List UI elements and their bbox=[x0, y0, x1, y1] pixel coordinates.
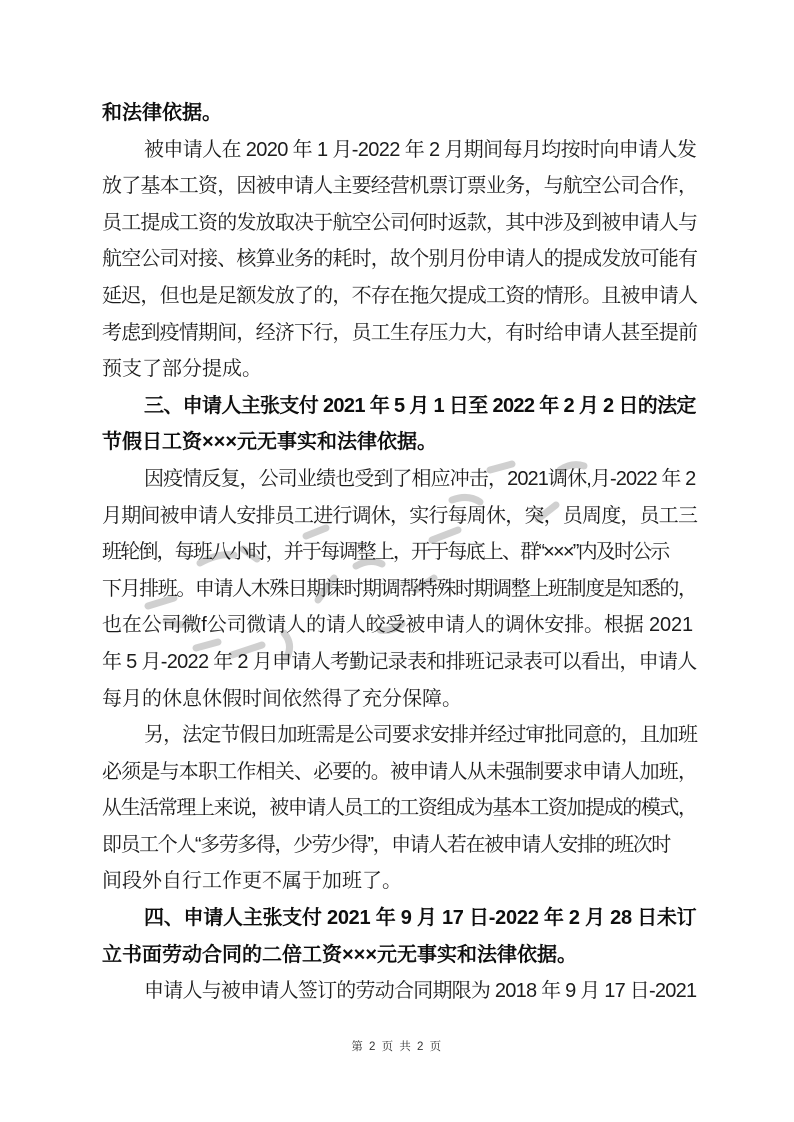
text-line: 也在公司微f公司微请人的请人皎受被申请人的调休安排。根据 2021 bbox=[102, 614, 693, 637]
text-line: 放了基本工资，因被申请人主要经营机票订票业务，与航空公司合作， bbox=[102, 175, 698, 198]
text-line: 必须是与本职工作相关、必要的。被申请人从未强制要求申请人加班， bbox=[102, 760, 698, 783]
text-line: 考虑到疫情期间，经济下行，员工生存压力大，有时给申请人甚至提前 bbox=[102, 321, 698, 344]
text-line: 从生活常理上来说，被申请人员工的工资组成为基本工资加提成的模式， bbox=[102, 797, 697, 820]
text-line: 预支了部分提成。 bbox=[102, 358, 262, 381]
text-line: 月期间被申请人安排员工进行调休，实行每周休，突，员周度，员工三 bbox=[102, 504, 698, 527]
text-line: 每月的休息休假时间依然得了充分保障。 bbox=[102, 687, 462, 710]
text-line: 延迟，但也是足额发放了的，不存在拖欠提成工资的情形。且被申请人 bbox=[102, 284, 698, 307]
text-line: 被申请人在 2020 年 1 月-2022 年 2 月期间每月均按时向申请人发 bbox=[144, 138, 697, 161]
text-line: 另，法定节假日加班需是公司要求安排并经过审批同意的，且加班 bbox=[144, 724, 698, 747]
text-line: 因疫情反复，公司业绩也受到了相应冲击，2021调休,月-2022 年 2 bbox=[144, 467, 696, 490]
text-line: 即员工个人“多劳多得，少劳少得”，申请人若在被申请人安排的班次时 bbox=[102, 833, 670, 856]
heading-line: 三、申请人主张支付 2021 年 5 月 1 日至 2022 年 2 月 2 日的法定 bbox=[144, 394, 696, 417]
document-body bbox=[102, 95, 698, 1010]
text-line: 年 5 月-2022 年 2 月申请人考勤记录表和排班记录表可以看出，申请人 bbox=[102, 650, 697, 673]
page-footer: 第 2 页 共 2 页 bbox=[351, 1041, 443, 1053]
text-line: 申请人与被申请人签订的劳动合同期限为 2018 年 9 月 17 日-2021 bbox=[144, 980, 697, 1003]
heading-line: 四、申请人主张支付 2021 年 9 月 17 日-2022 年 2 月 28 日未订 bbox=[144, 907, 697, 930]
text-line: 下月排班。申请人木殊日期诔时期调帮特殊时期调整上班制度是知悉的， bbox=[102, 577, 697, 600]
heading-line: 节假日工资×××元无事实和法律依据。 bbox=[102, 431, 438, 454]
text-line: 航空公司对接、核算业务的耗时，故个别月份申请人的提成发放可能有 bbox=[102, 248, 698, 271]
heading-line: 和法律依据。 bbox=[102, 102, 222, 124]
text-line: 员工提成工资的发放取决于航空公司何时返款，其中涉及到被申请人与 bbox=[102, 211, 698, 234]
heading-line: 立书面劳动合同的二倍工资×××元无事实和法律依据。 bbox=[102, 943, 578, 966]
text-line: 间段外自行工作更不属于加班了。 bbox=[102, 870, 402, 893]
text-line: 班轮倒，每班八小时，并于每调整上，开于每底上、群“×××”内及时公示 bbox=[102, 541, 669, 564]
